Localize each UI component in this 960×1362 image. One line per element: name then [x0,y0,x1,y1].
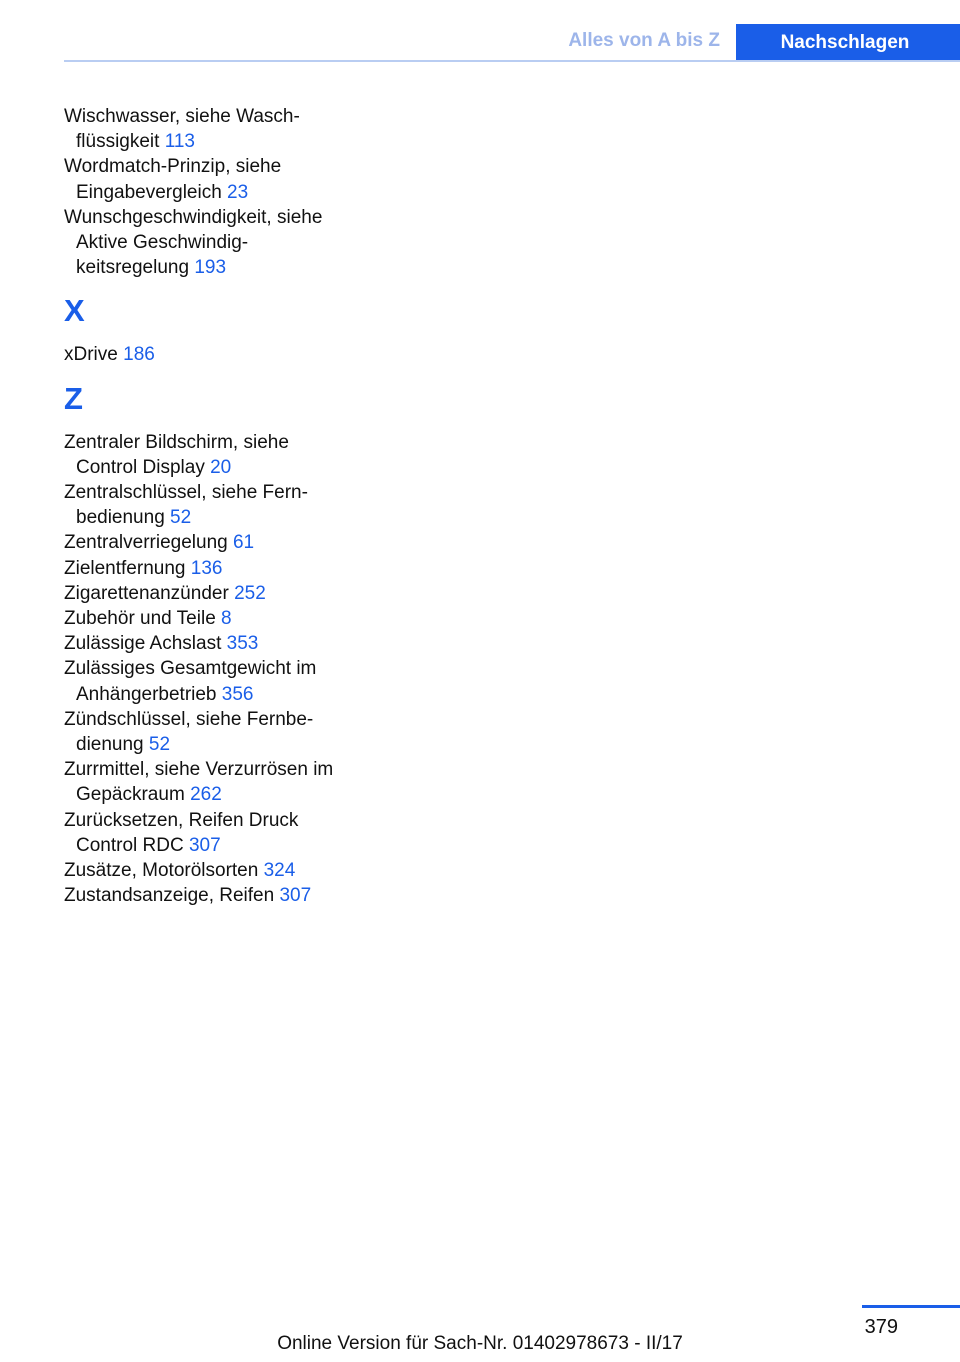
index-letter-heading: Z [64,380,83,416]
page-number: 379 [864,1316,898,1338]
index-entry-text: Wunschgeschwindigkeit, siehe Aktive Geschwindig‐​keitsregelung [64,206,323,279]
index-entry-text: Zusätze, Motorölsorten [64,860,259,882]
index-column [64,104,354,908]
index-entry [64,858,354,883]
index-entry [64,556,354,581]
index-entry-page-link[interactable]: 113 [164,131,195,153]
footer-rule [862,1305,960,1308]
index-entry [64,430,354,480]
index-entry [64,631,354,656]
index-entry [64,883,354,908]
index-entry-text: Zustandsanzeige, Reifen [64,885,275,907]
index-entry [64,154,354,204]
index-entry-page-link[interactable]: 252 [234,582,266,604]
index-entry-page-link[interactable]: 193 [194,257,227,279]
index-entry-page-link[interactable]: 8 [221,608,232,630]
index-entry-page-link[interactable]: 356 [221,683,254,705]
index-entry [64,104,354,154]
index-entry-page-link[interactable]: 136 [190,557,223,579]
index-entry-text: Zubehör und Teile [64,608,216,630]
index-entry-page-link[interactable]: 52 [170,507,192,529]
index-entry-page-link[interactable]: 61 [232,532,255,554]
index-entry-text: Zielentfernung [64,557,186,579]
index-entry-page-link[interactable]: 324 [263,860,296,882]
index-entry [64,342,354,367]
index-entry-page-link[interactable]: 52 [148,734,171,756]
index-entry-text: Zentraler Bildschirm, siehe Control Display [64,431,289,478]
index-entry-page-link[interactable]: 307 [279,885,312,907]
index-entry [64,581,354,606]
index-entry [64,707,354,757]
index-entry [64,205,354,281]
index-entry [64,808,354,858]
index-entry-text: Zentralverriegelung [64,532,228,554]
footer-online-version: Online Version für Sach-Nr. 01402978673 - II/17 [277,1333,683,1354]
index-entry-text: xDrive [64,344,118,366]
index-entry-text: Zündschlüssel, siehe Fernbe‐​dienung [64,708,314,756]
index-entry-text: Zurrmittel, siehe Verzurrösen im Gepäckraum [64,759,334,806]
index-entry [64,656,354,706]
header-section-title: Alles von A bis Z [568,30,720,51]
index-entry-text: Wischwasser, siehe Wasch‐​flüssigkeit [64,106,300,153]
index-entry-text: Wordmatch-Prinzip, siehe Eingabevergleich [64,156,282,203]
index-entry-page-link[interactable]: 186 [123,344,155,366]
index-entry-page-link[interactable]: 20 [210,456,232,478]
header-rule [64,60,960,62]
index-entry-text: Zulässiges Gesamtgewicht im Anhängerbetrieb [64,658,317,705]
index-entry [64,757,354,807]
index-entry [64,480,354,530]
index-entry-text: Zurücksetzen, Reifen Druck Control RDC [64,809,299,856]
index-entry-text: Zentralschlüssel, siehe Fern‐​bedienung [64,482,308,529]
index-entry-page-link[interactable]: 307 [188,834,221,856]
index-entry-page-link[interactable]: 23 [227,181,249,203]
index-entry [64,530,354,555]
index-entry-page-link[interactable]: 353 [226,633,259,655]
index-entry-text: Zulässige Achslast [64,633,222,655]
index-entry-text: Zigarettenanzünder [64,582,229,604]
index-entry [64,606,354,631]
header-tab-nachschlagen[interactable]: Nachschlagen [736,24,960,61]
index-entry-page-link[interactable]: 262 [190,784,222,806]
index-letter-heading: X [64,293,85,329]
